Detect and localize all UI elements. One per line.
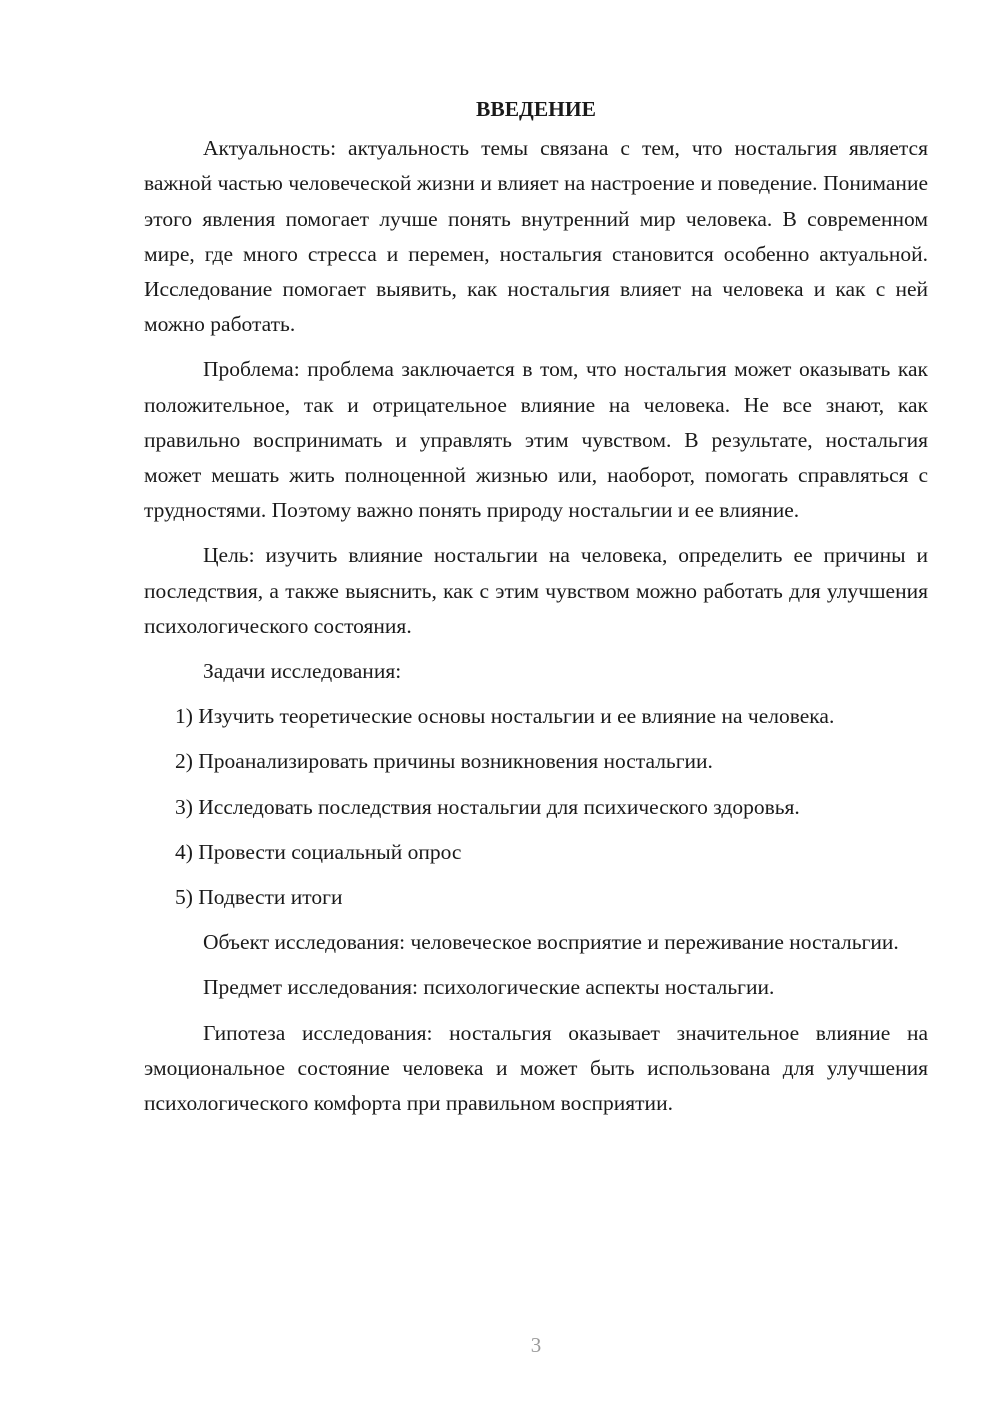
paragraph-goal: Цель: изучить влияние ностальгии на человека, определить ее причины и последствия, а также выяснить, как с этим чувством можно работать для улучшения психологического состояния. bbox=[144, 543, 928, 638]
task-item-5: 5) Подвести итоги bbox=[175, 885, 343, 910]
task-item-1: 1) Изучить теоретические основы ностальгии и ее влияние на человека. bbox=[175, 704, 835, 729]
paragraph-relevance: Актуальность: актуальность темы связана с тем, что ностальгия является важной частью человеческой жизни и влияет на настроение и поведение. Понимание этого явления помогает лучше понять внутренний мир человека. В современном мире, где много стресса и перемен, ностальгия становится особенно актуальной. Исследование помогает выявить, как ностальгия влияет на человека и как с ней можно работать. bbox=[144, 136, 928, 337]
page-number: 3 bbox=[530, 1333, 542, 1357]
paragraph-object: Объект исследования: человеческое восприятие и переживание ностальгии. bbox=[203, 930, 899, 955]
paragraph-hypothesis: Гипотеза исследования: ностальгия оказывает значительное влияние на эмоциональное состояние человека и может быть использована для улучшения психологического комфорта при правильном восприятии. bbox=[144, 1020, 928, 1116]
task-item-4: 4) Провести социальный опрос bbox=[175, 839, 462, 864]
section-title: ВВЕДЕНИЕ bbox=[476, 97, 596, 121]
paragraph-tasks-heading: Задачи исследования: bbox=[203, 659, 402, 684]
task-item-2: 2) Проанализировать причины возникновения ностальгии. bbox=[175, 749, 713, 774]
document-page bbox=[144, 92, 928, 1131]
task-item-3: 3) Исследовать последствия ностальгии для психического здоровья. bbox=[175, 794, 800, 819]
paragraph-problem: Проблема: проблема заключается в том, что ностальгия может оказывать как положительное, так и отрицательное влияние на человека. Не все знают, как правильно воспринимать и управлять этим чувством. В результате, ностальгия может мешать жить полноценной жизнью или, наоборот, помогать справляться с трудностями. Поэтому важно понять природу ностальгии и ее влияние. bbox=[144, 357, 928, 523]
paragraph-subject: Предмет исследования: психологические аспекты ностальгии. bbox=[203, 975, 775, 1000]
